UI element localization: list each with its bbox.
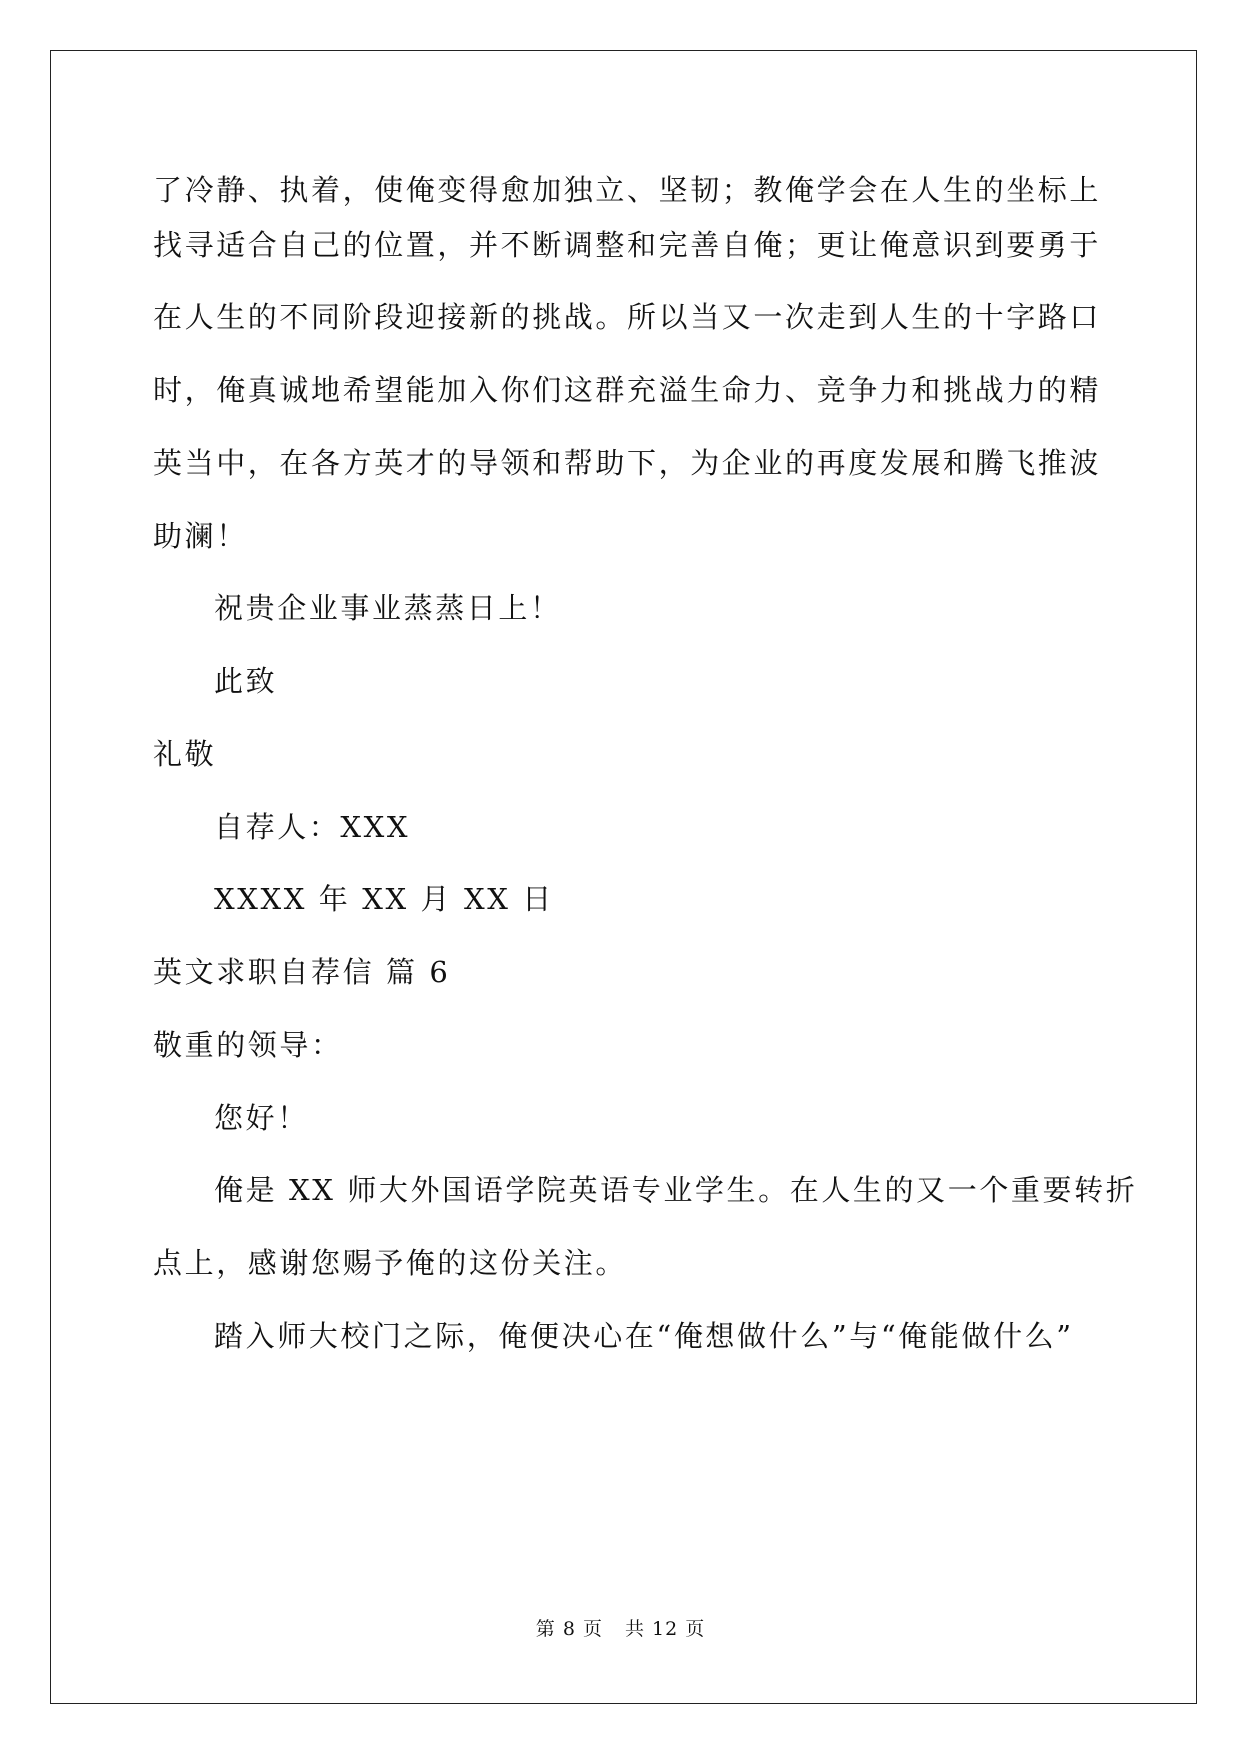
page-number: 第 8 页 [535,1618,603,1640]
paragraph-line: 在人生的不同阶段迎接新的挑战。所以当又一次走到人生的十字路口 [153,300,1102,334]
paragraph-line: 点上，感谢您赐予俺的这份关注。 [153,1246,628,1280]
signature-date: XXXX 年 XX 月 XX 日 [214,882,554,916]
signature-name: 自荐人：XXX [214,810,411,844]
paragraph-line: 助澜！ [153,519,248,553]
letter-greeting: 敬重的领导： [153,1028,343,1062]
page-footer [0,1617,1241,1641]
section-heading: 英文求职自荐信 篇 6 [153,955,451,989]
paragraph-line: 时，俺真诚地希望能加入你们这群充溢生命力、竞争力和挑战力的精 [153,373,1102,407]
paragraph-line: 俺是 XX 师大外国语学院英语专业学生。在人生的又一个重要转折 [214,1173,1138,1207]
paragraph-line: 踏入师大校门之际，俺便决心在“俺想做什么”与“俺能做什么” [214,1319,1074,1353]
paragraph-line: 了冷静、执着，使俺变得愈加独立、坚韧；教俺学会在人生的坐标上 [153,173,1102,207]
letter-hello: 您好！ [214,1101,309,1135]
closing-salutation: 此致 [214,664,278,698]
closing-respect: 礼敬 [153,737,217,771]
page-total: 共 12 页 [624,1618,706,1640]
closing-wish: 祝贵企业事业蒸蒸日上！ [214,591,562,625]
paragraph-line: 英当中，在各方英才的导领和帮助下，为企业的再度发展和腾飞推波 [153,446,1102,480]
paragraph-line: 找寻适合自己的位置，并不断调整和完善自俺；更让俺意识到要勇于 [153,228,1102,262]
